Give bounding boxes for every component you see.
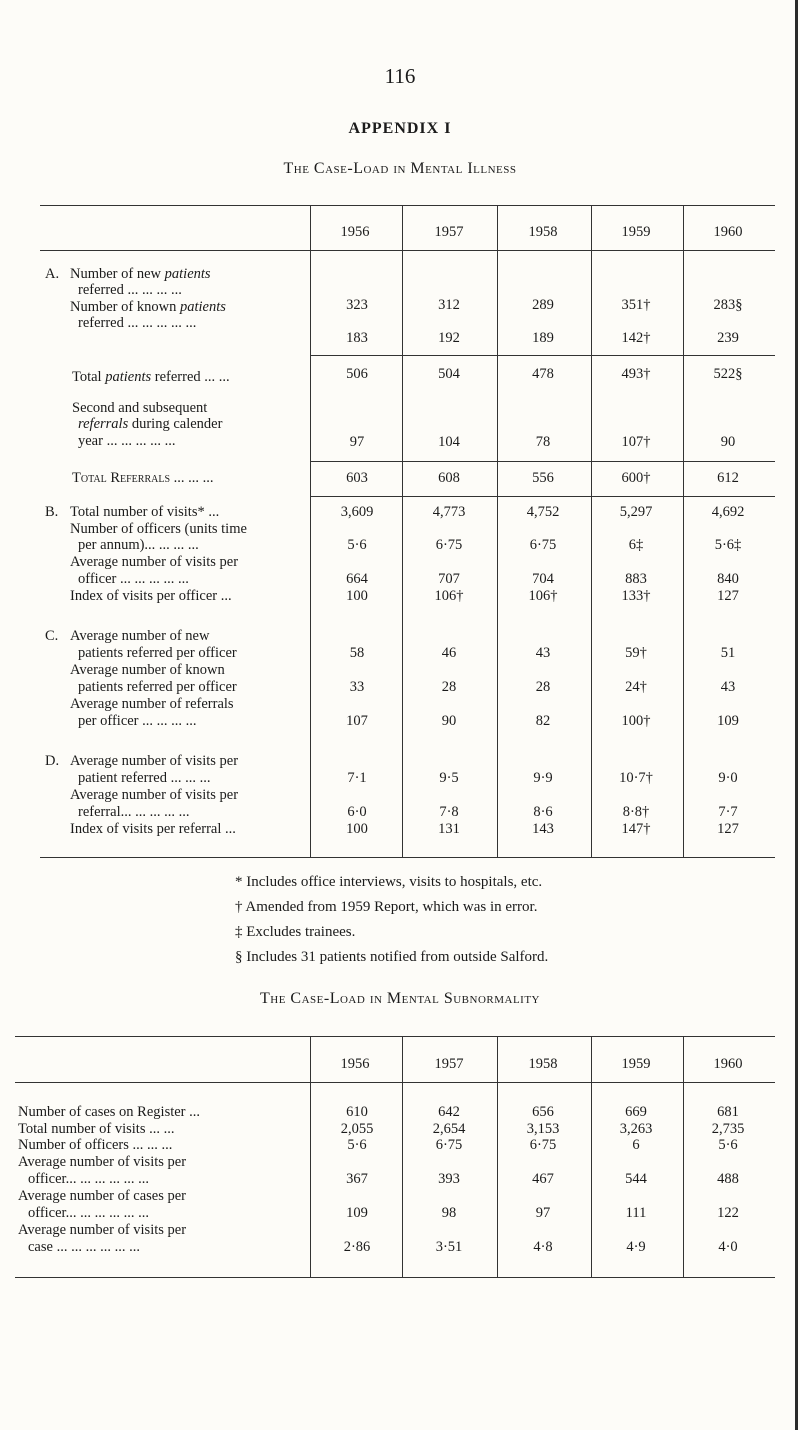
row-label: referred ... ... ... ... ... (78, 315, 197, 331)
row-label: Average number of cases per (18, 1188, 187, 1204)
table-cell: 840 (717, 571, 739, 587)
table-cell: 111 (625, 1205, 647, 1221)
table-cell: 488 (717, 1171, 739, 1187)
table-cell: 608 (438, 470, 460, 486)
table-cell: 522§ (713, 366, 743, 382)
table-cell: 4,692 (711, 504, 745, 520)
row-label: Total number of visits* ... (70, 504, 220, 520)
table-cell: 192 (438, 330, 460, 346)
table-cell: 46 (441, 645, 457, 661)
table1-title: The Case-Load in Mental Illness (283, 160, 517, 177)
col-1959: 1959 (621, 1056, 651, 1072)
table1-top-rule (40, 205, 775, 206)
col-1959: 1959 (621, 224, 651, 240)
row-label: per annum)... ... ... ... (78, 537, 199, 553)
table-cell: 43 (720, 679, 736, 695)
row-label: case ... ... ... ... ... ... (28, 1239, 140, 1255)
section-d-marker: D. (45, 753, 60, 769)
table-cell: 544 (625, 1171, 647, 1187)
rule-under-a (310, 355, 775, 356)
table-cell: 7·8 (439, 804, 459, 820)
appendix-title: APPENDIX I (348, 120, 452, 137)
table-cell: 107 (346, 713, 368, 729)
table-cell: 323 (346, 297, 368, 313)
table-cell: 600† (621, 470, 651, 486)
table-cell: 707 (438, 571, 460, 587)
row-label: officer... ... ... ... ... ... (28, 1205, 149, 1221)
table-cell: 6·75 (435, 537, 463, 553)
row-label: Number of officers (units time (70, 521, 247, 537)
table-cell: 4·9 (626, 1239, 646, 1255)
row-label: Index of visits per referral ... (70, 821, 236, 837)
col-1960: 1960 (713, 1056, 743, 1072)
row-label: Average number of visits per (70, 753, 239, 769)
row-label: Number of cases on Register ... (18, 1104, 201, 1120)
table-cell: 90 (441, 713, 457, 729)
table-cell: 2,735 (711, 1121, 745, 1137)
table-cell: 189 (532, 330, 554, 346)
table-cell: 143 (532, 821, 554, 837)
table-cell: 2·86 (343, 1239, 371, 1255)
row-label: Average number of new (70, 628, 210, 644)
table-cell: 393 (438, 1171, 460, 1187)
table-cell: 467 (532, 1171, 554, 1187)
table-cell: 312 (438, 297, 460, 313)
table-cell: 97 (349, 434, 365, 450)
table-cell: 104 (438, 434, 460, 450)
row-label: Average number of visits per (70, 554, 239, 570)
table-cell: 664 (346, 571, 368, 587)
footnote: * Includes office interviews, visits to hospitals, etc. (235, 874, 543, 890)
table-cell: 6‡ (628, 537, 644, 553)
table-cell: 6·75 (529, 537, 557, 553)
table-cell: 6·0 (347, 804, 367, 820)
table-cell: 106† (528, 588, 558, 604)
table-cell: 656 (532, 1104, 554, 1120)
table-cell: 127 (717, 588, 739, 604)
table-cell: 4·8 (533, 1239, 553, 1255)
table-cell: 2,055 (340, 1121, 374, 1137)
col-1958: 1958 (528, 1056, 558, 1072)
row-label: Second and subsequent (72, 400, 208, 416)
table-cell: 8·8† (622, 804, 650, 820)
table2-title: The Case-Load in Mental Subnormality (260, 990, 540, 1007)
row-label: patient referred ... ... ... (78, 770, 211, 786)
table-cell: 5·6 (718, 1137, 738, 1153)
table-cell: 127 (717, 821, 739, 837)
table-cell: 147† (621, 821, 651, 837)
table-cell: 283§ (713, 297, 743, 313)
table-cell: 9·0 (718, 770, 738, 786)
page-edge (795, 0, 798, 1430)
table-cell: 2,654 (432, 1121, 466, 1137)
col-1957: 1957 (434, 1056, 464, 1072)
table-cell: 24† (625, 679, 647, 695)
table-cell: 100 (346, 588, 368, 604)
table-cell: 3,153 (526, 1121, 560, 1137)
table-cell: 100† (621, 713, 651, 729)
table-cell: 78 (535, 434, 551, 450)
table-cell: 142† (621, 330, 651, 346)
row-label: officer... ... ... ... ... ... (28, 1171, 149, 1187)
table-cell: 98 (441, 1205, 457, 1221)
table-cell: 4·0 (718, 1239, 738, 1255)
table-cell: 5·6 (347, 1137, 367, 1153)
row-label: Total Referrals ... ... ... (72, 470, 214, 486)
footnote: † Amended from 1959 Report, which was in error. (235, 899, 538, 915)
table-cell: 681 (717, 1104, 739, 1120)
table-cell: 610 (346, 1104, 368, 1120)
row-label: Average number of visits per (18, 1222, 187, 1238)
table-cell: 3·51 (435, 1239, 463, 1255)
table-cell: 82 (535, 713, 551, 729)
table-cell: 4,752 (526, 504, 560, 520)
table2-top-rule (15, 1036, 775, 1037)
row-label: Average number of known (70, 662, 225, 678)
table-cell: 109 (717, 713, 739, 729)
row-label: Total number of visits ... ... (18, 1121, 175, 1137)
table-cell: 504 (438, 366, 460, 382)
table-cell: 131 (438, 821, 460, 837)
table-cell: 3,609 (340, 504, 374, 520)
table-cell: 6·75 (529, 1137, 557, 1153)
table-cell: 642 (438, 1104, 460, 1120)
table1-header-rule (40, 250, 775, 251)
table-cell: 556 (532, 470, 554, 486)
table-cell: 289 (532, 297, 554, 313)
table-cell: 90 (720, 434, 736, 450)
table-cell: 33 (349, 679, 365, 695)
row-label: Number of officers ... ... ... (18, 1137, 173, 1153)
row-label: referrals during calender (78, 416, 223, 432)
table-cell: 10·7† (619, 770, 653, 786)
col-1957: 1957 (434, 224, 464, 240)
col-1958: 1958 (528, 224, 558, 240)
table2-col-rule (402, 1036, 403, 1277)
table-cell: 704 (532, 571, 554, 587)
table-cell: 43 (535, 645, 551, 661)
row-label: Index of visits per officer ... (70, 588, 232, 604)
table-cell: 107† (621, 434, 651, 450)
table1-col-rule (402, 205, 403, 857)
table2-col-rule (310, 1036, 311, 1277)
col-1956: 1956 (340, 224, 370, 240)
table-cell: 59† (625, 645, 647, 661)
table-cell: 612 (717, 470, 739, 486)
row-label: referral... ... ... ... ... (78, 804, 190, 820)
section-c-marker: C. (45, 628, 59, 644)
table-cell: 367 (346, 1171, 368, 1187)
table-cell: 506 (346, 366, 368, 382)
row-label: patients referred per officer (78, 645, 237, 661)
row-label: Total patients referred ... ... (72, 369, 230, 385)
table-cell: 5·6‡ (714, 537, 742, 553)
col-1960: 1960 (713, 224, 743, 240)
table-cell: 239 (717, 330, 739, 346)
table-cell: 478 (532, 366, 554, 382)
section-b-marker: B. (45, 504, 59, 520)
section-a-marker: A. (45, 266, 60, 282)
col-1956: 1956 (340, 1056, 370, 1072)
rule-under-second (310, 461, 775, 462)
table-cell: 100 (346, 821, 368, 837)
table-cell: 4,773 (432, 504, 466, 520)
row-label: officer ... ... ... ... ... (78, 571, 189, 587)
row-label: referred ... ... ... ... (78, 282, 182, 298)
table-cell: 51 (720, 645, 736, 661)
table-cell: 9·5 (439, 770, 459, 786)
table-cell: 58 (349, 645, 365, 661)
footnote: § Includes 31 patients notified from outside Salford. (235, 949, 549, 965)
row-label: Number of new patients (70, 266, 211, 282)
table-cell: 5,297 (619, 504, 653, 520)
table-cell: 603 (346, 470, 368, 486)
table-cell: 6·75 (435, 1137, 463, 1153)
table-cell: 5·6 (347, 537, 367, 553)
row-label: Average number of referrals (70, 696, 234, 712)
table-cell: 28 (535, 679, 551, 695)
table-cell: 8·6 (533, 804, 553, 820)
table2-bottom-rule (15, 1277, 775, 1278)
row-label: year ... ... ... ... ... (78, 433, 176, 449)
table-cell: 493† (621, 366, 651, 382)
table-cell: 28 (441, 679, 457, 695)
table-cell: 6 (632, 1137, 640, 1153)
footnote: ‡ Excludes trainees. (235, 924, 356, 940)
table-cell: 7·1 (347, 770, 367, 786)
rule-under-total-referrals (310, 496, 775, 497)
table-cell: 7·7 (718, 804, 738, 820)
table-cell: 122 (717, 1205, 739, 1221)
table-cell: 669 (625, 1104, 647, 1120)
table-cell: 351† (621, 297, 651, 313)
table1-bottom-rule (40, 857, 775, 858)
page-number: 116 (384, 64, 416, 88)
table-cell: 183 (346, 330, 368, 346)
table-cell: 106† (434, 588, 464, 604)
row-label: patients referred per officer (78, 679, 237, 695)
table-cell: 9·9 (533, 770, 553, 786)
table-cell: 883 (625, 571, 647, 587)
table-cell: 97 (535, 1205, 551, 1221)
row-label: per officer ... ... ... ... (78, 713, 197, 729)
table2-header-rule (15, 1082, 775, 1083)
table-cell: 3,263 (619, 1121, 653, 1137)
table-cell: 133† (621, 588, 651, 604)
row-label: Average number of visits per (70, 787, 239, 803)
row-label: Number of known patients (70, 299, 226, 315)
table-cell: 109 (346, 1205, 368, 1221)
table1-col-rule (310, 205, 311, 857)
row-label: Average number of visits per (18, 1154, 187, 1170)
